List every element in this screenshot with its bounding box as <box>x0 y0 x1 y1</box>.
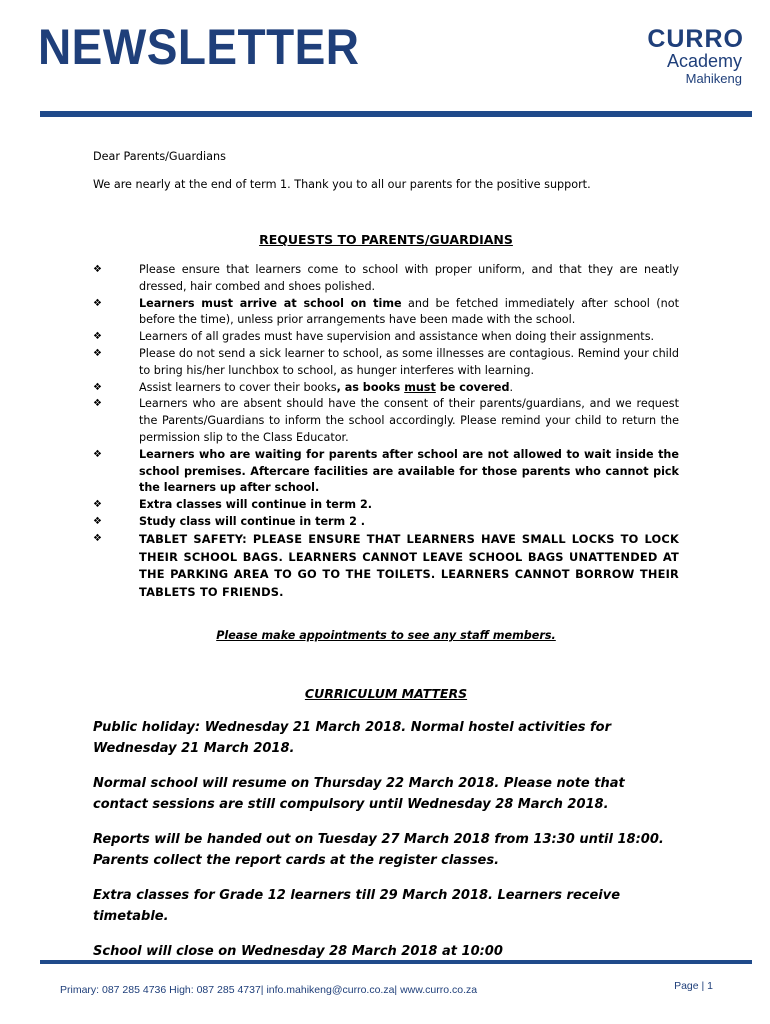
footer-contact: Primary: 087 285 4736 High: 087 285 4737| info.mahikeng@curro.co.za| www.curro.co.za <box>60 984 478 996</box>
item-bold-text: Learners who are waiting for parents after school are not allowed to wait inside the school premises. Aftercare facilities are available for those parents who cannot pick the learners up after school. <box>139 447 679 495</box>
intro-message: We are nearly at the end of term 1. Thank you to all our parents for the positive support. <box>93 178 591 191</box>
item-bold-text: Study class will continue in term 2 . <box>139 514 366 528</box>
item-text: and be fetched immediately after school (not before the time), unless prior arrangements have been made with the school. <box>139 296 679 327</box>
diamond-bullet-icon: ❖ <box>93 381 102 393</box>
item-text: Learners of all grades must have supervision and assistance when doing their assignments. <box>139 330 655 344</box>
diamond-bullet-icon: ❖ <box>93 448 102 460</box>
item-text: Please do not send a sick learner to school, as some illnesses are contagious. Remind your child to bring his/her lunchbox to school, as hunger interferes with learning. <box>139 346 679 377</box>
curriculum-paragraph: Public holiday: Wednesday 21 March 2018. Normal hostel activities for Wednesday 21 March 2018. <box>93 720 612 756</box>
item-bold-text: Extra classes will continue in term 2. <box>139 498 372 512</box>
curriculum-paragraph: Reports will be handed out on Tuesday 27 March 2018 from 13:30 until 18:00. Parents collect the report cards at the register classes. <box>93 832 664 868</box>
list-item <box>93 514 679 531</box>
diamond-bullet-icon: ❖ <box>93 398 102 410</box>
logo-line-campus: Mahikeng <box>685 71 742 86</box>
list-item <box>93 447 679 497</box>
diamond-bullet-icon: ❖ <box>93 331 102 343</box>
header-divider <box>40 111 752 117</box>
greeting: Dear Parents/Guardians <box>93 150 226 163</box>
item-text: Learners who are absent should have the consent of their parents/guardians, and we request the Parents/Guardians to inform the school accordingly. Please remind your child to return the permission slip to the Class Educator. <box>139 397 679 444</box>
list-item <box>93 497 679 514</box>
curro-logo <box>647 26 744 86</box>
list-item <box>93 329 679 346</box>
logo-line-curro: CURRO <box>647 25 744 53</box>
item-text: . <box>509 380 514 394</box>
list-item <box>93 380 679 397</box>
curriculum-section <box>93 717 679 976</box>
diamond-bullet-icon: ❖ <box>93 532 102 544</box>
appointment-note: Please make appointments to see any staff members. <box>216 629 556 642</box>
requests-heading: REQUESTS TO PARENTS/GUARDIANS <box>259 232 513 247</box>
list-item <box>93 262 679 296</box>
requests-list <box>93 262 679 602</box>
item-caps-text: TABLET SAFETY: PLEASE ENSURE THAT LEARNERS HAVE SMALL LOCKS TO LOCK THEIR SCHOOL BAGS. LEARNERS CANNOT LEAVE SCHOOL BAGS UNATTENDED AT THE PARKING AREA TO GO TO THE TOILETS. LEARNERS CANNOT BORROW THEIR TABLETS TO FRIENDS. <box>139 531 679 600</box>
item-bold-text: , as books <box>336 380 405 394</box>
newsletter-title: NEWSLETTER <box>38 19 360 75</box>
newsletter-body <box>93 149 679 959</box>
list-item <box>93 296 679 330</box>
item-bold-text: Learners must arrive at school on time <box>139 296 402 310</box>
diamond-bullet-icon: ❖ <box>93 499 102 511</box>
diamond-bullet-icon: ❖ <box>93 515 102 527</box>
page-number: Page | 1 <box>674 980 713 992</box>
footer-divider <box>40 960 752 964</box>
curriculum-heading: CURRICULUM MATTERS <box>304 686 468 701</box>
logo-line-academy: Academy <box>666 51 742 71</box>
diamond-bullet-icon: ❖ <box>93 297 102 309</box>
list-item <box>93 531 679 602</box>
diamond-bullet-icon: ❖ <box>93 264 102 275</box>
item-text: Please ensure that learners come to school with proper uniform, and that they are neatly dressed, hair combed and shoes polished. <box>139 263 679 293</box>
curriculum-paragraph: Normal school will resume on Thursday 22 March 2018. Please note that contact sessions are still compulsory until Wednesday 28 March 2018. <box>93 776 625 812</box>
item-text: Assist learners to cover their books <box>139 380 337 394</box>
item-underlined-text: must <box>404 380 436 394</box>
list-item <box>93 396 679 446</box>
item-bold-text: be covered <box>435 380 510 394</box>
list-item <box>93 346 679 380</box>
curriculum-paragraph: Extra classes for Grade 12 learners till 29 March 2018. Learners receive timetable. <box>93 888 621 924</box>
curriculum-paragraph: School will close on Wednesday 28 March 2018 at 10:00 <box>93 944 503 959</box>
diamond-bullet-icon: ❖ <box>93 347 102 359</box>
